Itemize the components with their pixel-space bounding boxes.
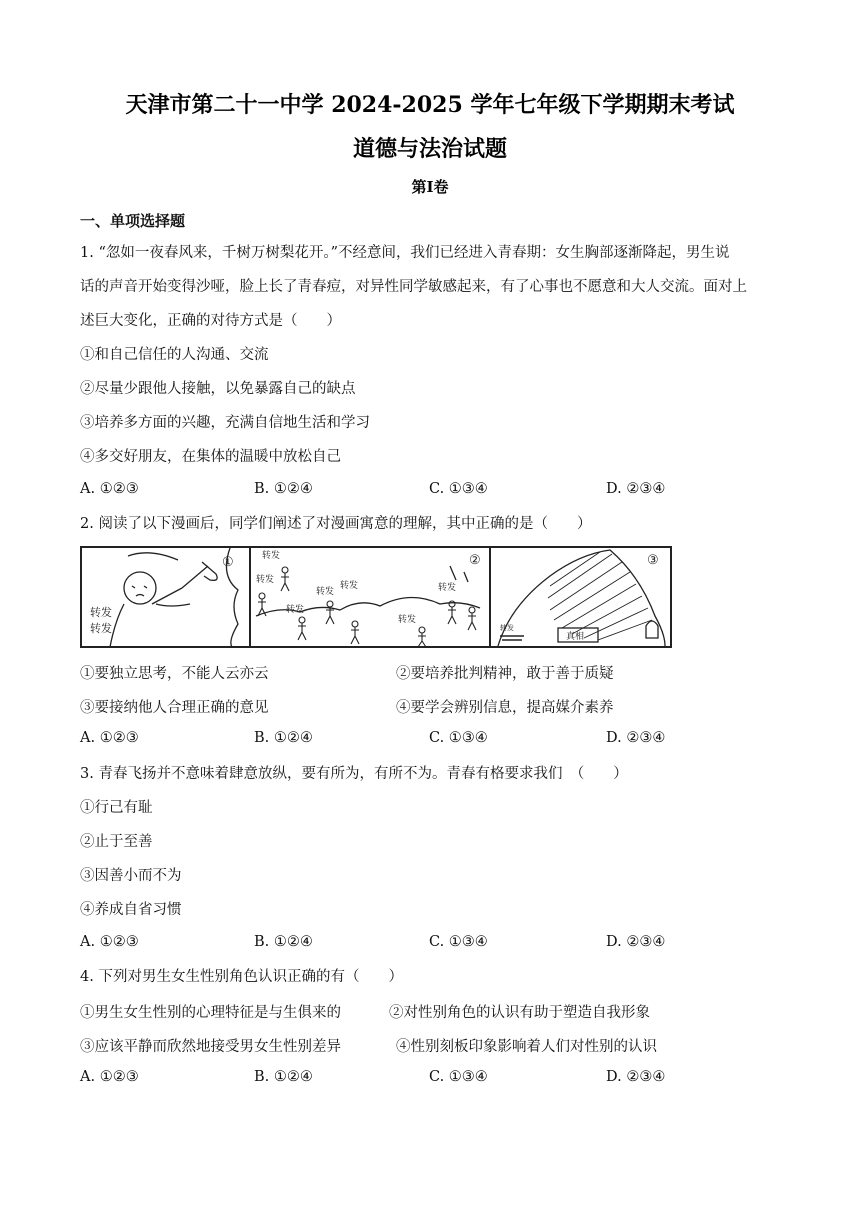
- q3-option-c[interactable]: C. ①③④: [429, 934, 488, 950]
- q4-item-4: ④性别刻板印象影响着人们对性别的认识: [396, 1039, 657, 1055]
- q2-item-2: ②要培养批判精神，敢于善于质疑: [396, 666, 614, 682]
- q2-option-a[interactable]: A. ①②③: [80, 730, 139, 746]
- q1-stem-line3: 述巨大变化，正确的对待方式是（ ）: [80, 313, 341, 329]
- q2-item-1: ①要独立思考，不能人云亦云: [80, 666, 269, 682]
- comic-label-p2g: 转发: [438, 583, 457, 593]
- q1-option-d[interactable]: D. ②③④: [606, 481, 666, 497]
- q3-item-3: ③因善小而不为: [80, 868, 182, 884]
- q2-item-4: ④要学会辨别信息，提高媒介素养: [396, 700, 614, 716]
- q3-option-d[interactable]: D. ②③④: [606, 934, 666, 950]
- comic-small-label: 转发: [500, 624, 514, 632]
- panel-2-drawing: [256, 549, 480, 647]
- panel-number-3: ③: [647, 553, 659, 568]
- panel-1-drawing: [90, 548, 238, 647]
- q4-item-2: ②对性别角色的认识有助于塑造自我形象: [389, 1005, 650, 1021]
- motion-line: [128, 553, 178, 560]
- volume-label: 第Ⅰ卷: [411, 178, 449, 196]
- q1-stem-line2: 话的声音开始变得沙哑，脸上长了青春痘，对异性同学敏感起来，有了心事也不愿意和大人交流。面对上: [80, 279, 747, 295]
- q3-item-2: ②止于至善: [80, 834, 153, 850]
- q2-option-b[interactable]: B. ①②④: [254, 730, 313, 746]
- section-title: 一、单项选择题: [80, 212, 186, 230]
- comic-label-p1b: 转发: [90, 622, 112, 635]
- exam-subject: 道德与法治试题: [352, 136, 507, 162]
- comic-label-p2f: 转发: [398, 615, 417, 625]
- comic-label-p2d: 转发: [316, 587, 335, 597]
- q2-option-c[interactable]: C. ①③④: [429, 730, 488, 746]
- q3-option-b[interactable]: B. ①②④: [254, 934, 313, 950]
- q1-item-2: ②尽量少跟他人接触，以免暴露自己的缺点: [80, 381, 356, 397]
- q1-stem-line1: 1. “忽如一夜春风来，千树万树梨花开。”不经意间，我们已经进入青春期：女生胸部逐渐降起，男生说: [80, 245, 730, 261]
- q4-option-d[interactable]: D. ②③④: [606, 1069, 666, 1085]
- head: [124, 572, 156, 604]
- comic-image: [80, 546, 672, 648]
- comic-label-p2a: 转发: [262, 551, 281, 561]
- comic-truth-label: 真相: [566, 632, 585, 642]
- q4-stem: 4. 下列对男生女生性别角色认识正确的有（ ）: [80, 969, 403, 985]
- q1-item-3: ③培养多方面的兴趣，充满自信地生活和学习: [80, 415, 370, 431]
- q3-item-4: ④养成自省习惯: [80, 902, 182, 918]
- q3-stem: 3. 青春飞扬并不意味着肆意放纵，要有所为，有所不为。青春有格要求我们 （ ）: [80, 766, 628, 782]
- panel-3-drawing: [498, 550, 665, 646]
- q1-option-a[interactable]: A. ①②③: [80, 481, 139, 497]
- q2-option-d[interactable]: D. ②③④: [606, 730, 666, 746]
- q4-item-1: ①男生女生性别的心理特征是与生俱来的: [80, 1005, 341, 1021]
- exam-title: 天津市第二十一中学 2024-2025 学年七年级下学期期末考试: [125, 92, 735, 118]
- q1-item-4: ④多交好朋友，在集体的温暖中放松自己: [80, 449, 341, 465]
- q4-option-b[interactable]: B. ①②④: [254, 1069, 313, 1085]
- q4-option-a[interactable]: A. ①②③: [80, 1069, 139, 1085]
- panel-number-2: ②: [469, 553, 481, 568]
- q1-option-b[interactable]: B. ①②④: [254, 481, 313, 497]
- q4-option-c[interactable]: C. ①③④: [429, 1069, 488, 1085]
- comic-label-p2e: 转发: [340, 581, 359, 591]
- comic-label-p2b: 转发: [256, 575, 275, 585]
- comic-label-p1a: 转发: [90, 606, 112, 619]
- q2-item-3: ③要接纳他人合理正确的意见: [80, 700, 269, 716]
- q1-item-1: ①和自己信任的人沟通、交流: [80, 347, 269, 363]
- q1-option-c[interactable]: C. ①③④: [429, 481, 488, 497]
- q2-stem: 2. 阅读了以下漫画后，同学们阐述了对漫画寓意的理解，其中正确的是（ ）: [80, 516, 592, 532]
- q3-item-1: ①行己有耻: [80, 800, 153, 816]
- q4-item-3: ③应该平静而欣然地接受男女生性别差异: [80, 1039, 341, 1055]
- panel-number-1: ①: [222, 555, 234, 570]
- comic-label-p2c: 转发: [286, 605, 305, 615]
- q3-option-a[interactable]: A. ①②③: [80, 934, 139, 950]
